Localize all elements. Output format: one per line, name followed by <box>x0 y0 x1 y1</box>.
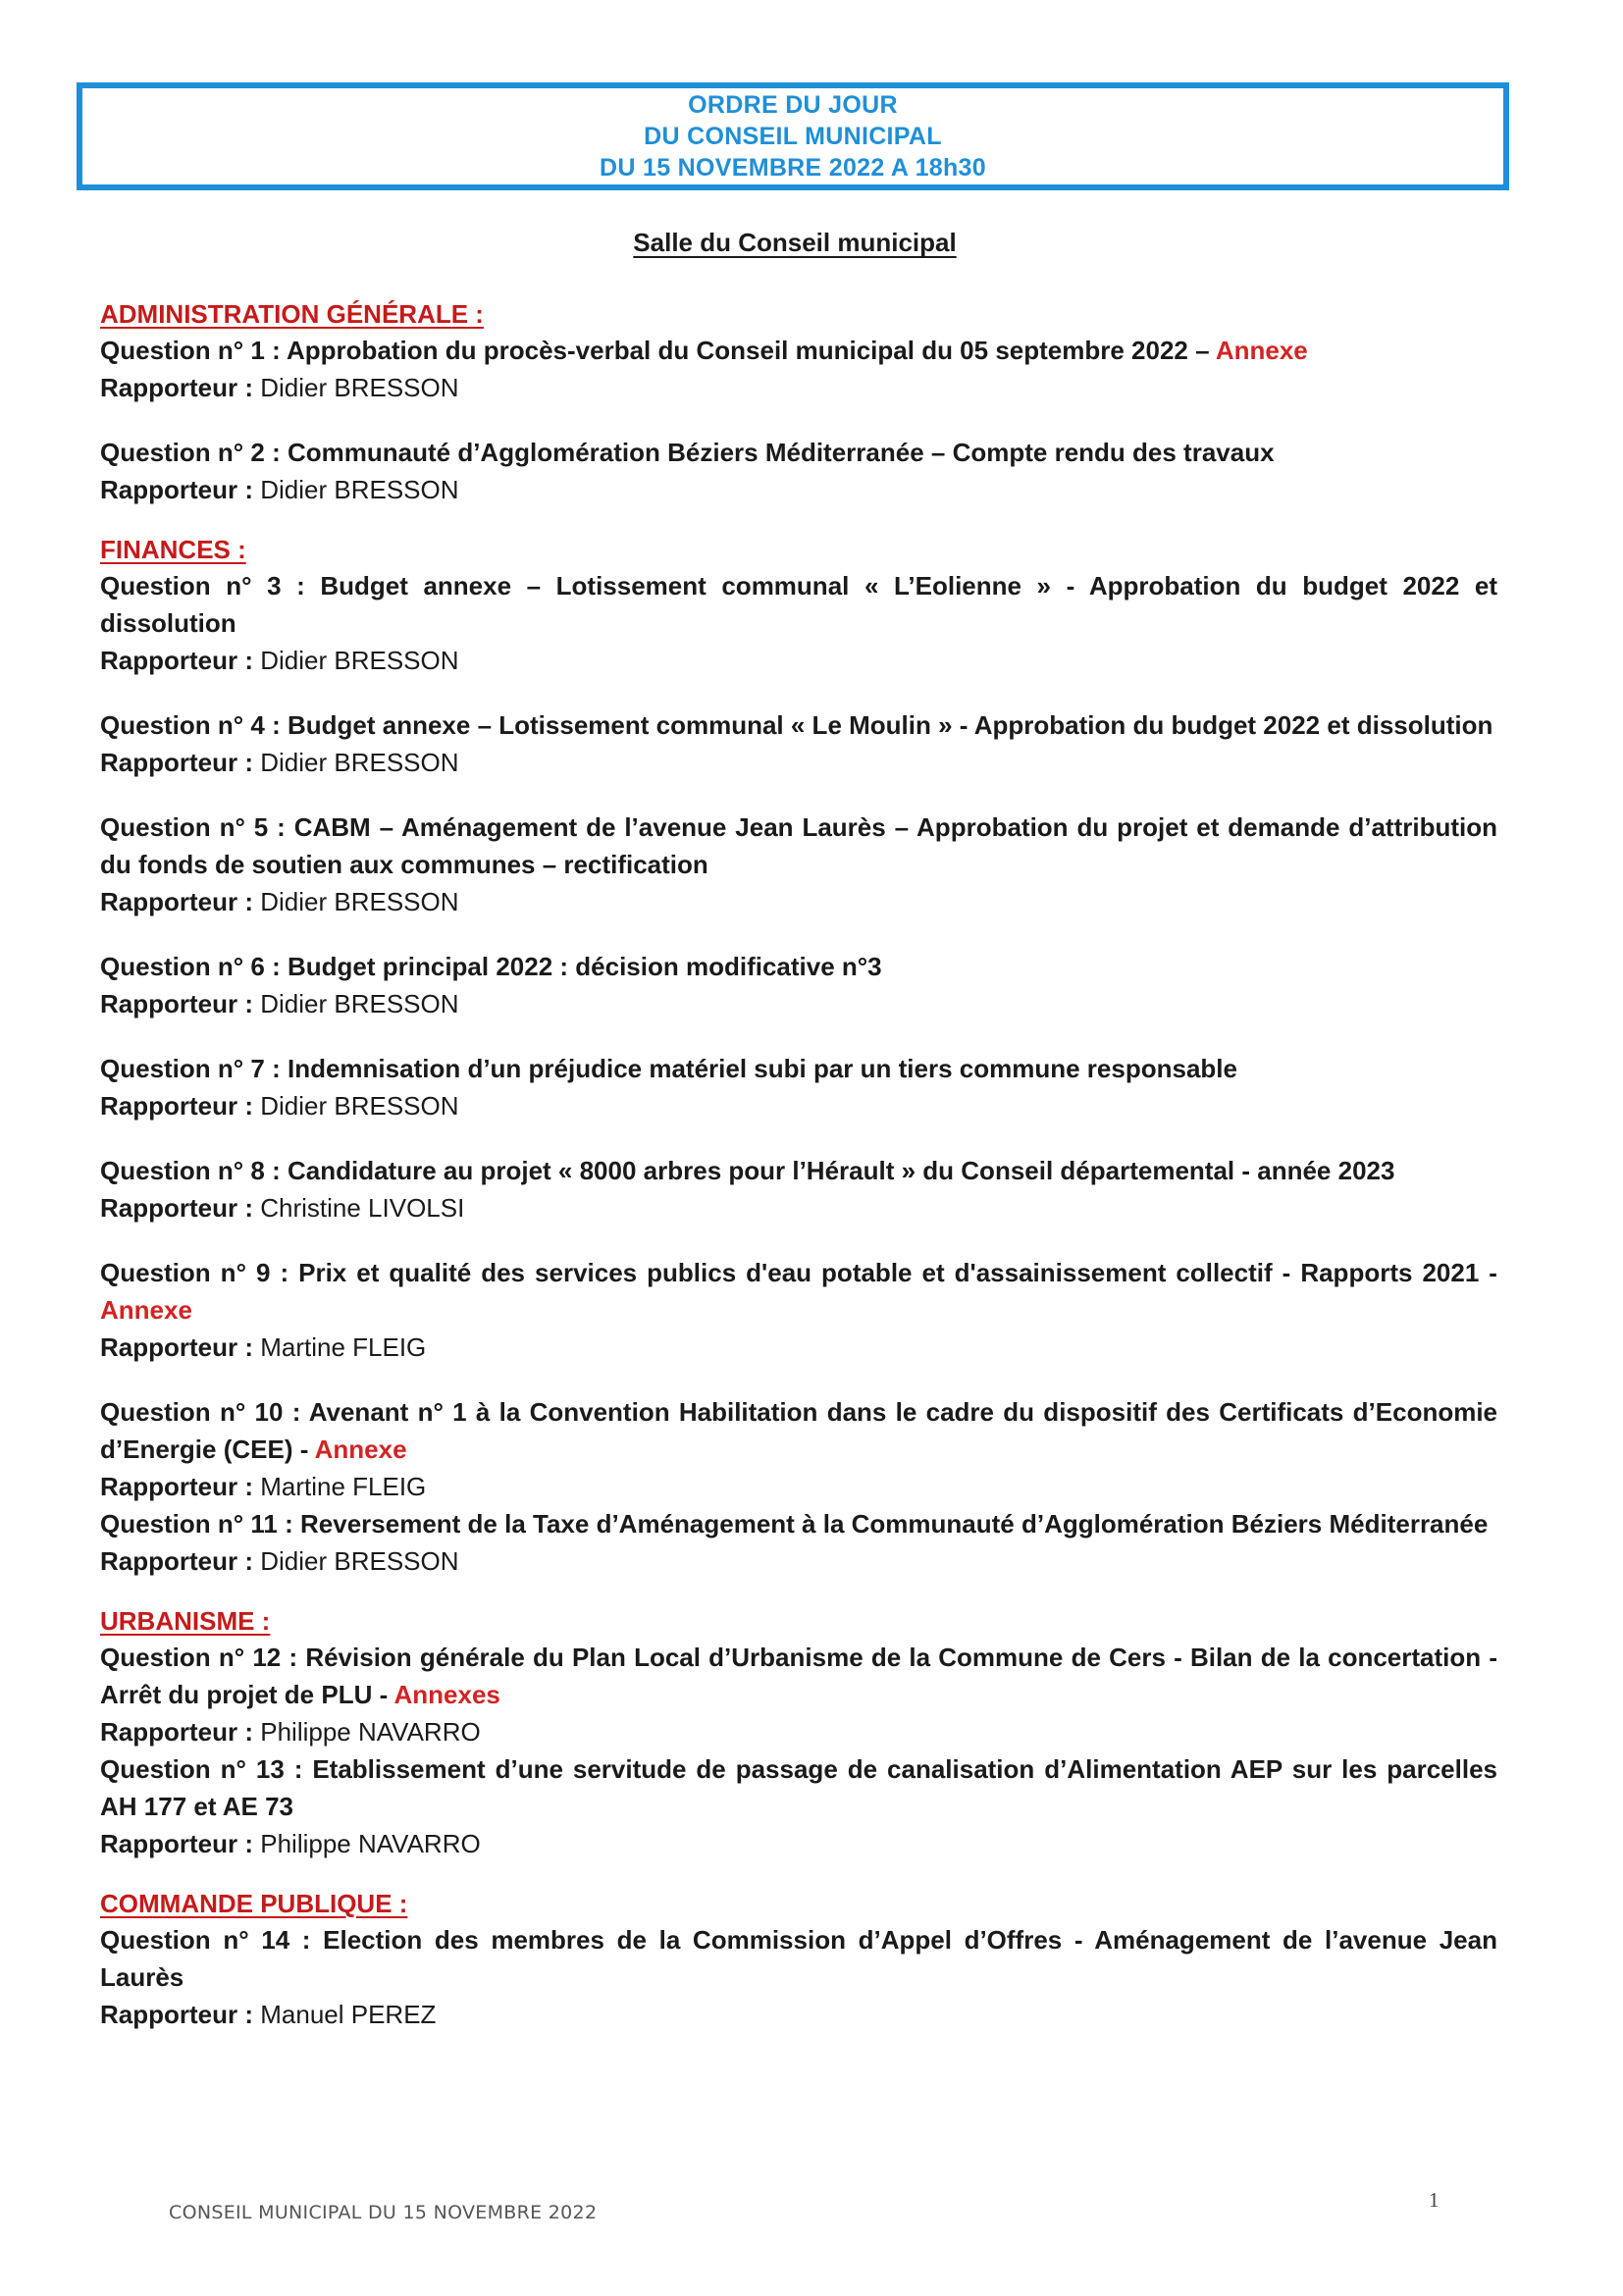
reporter-label: Rapporteur : <box>100 1091 253 1121</box>
reporter-name: Didier BRESSON <box>260 1091 459 1121</box>
reporter-name: Didier BRESSON <box>260 989 459 1018</box>
footer-text: CONSEIL MUNICIPAL DU 15 NOVEMBRE 2022 <box>169 2202 598 2223</box>
question-number: Question n° 10 : <box>100 1397 301 1427</box>
question-number: Question n° 14 : <box>100 1925 311 1955</box>
question-text <box>100 1505 1497 1542</box>
question-text <box>100 809 1497 883</box>
agenda-item <box>100 948 1497 1022</box>
header-subtitle: DU CONSEIL MUNICIPAL <box>644 123 942 150</box>
question-text <box>100 434 1497 471</box>
reporter-name: Martine FLEIG <box>260 1472 427 1501</box>
reporter-name: Didier BRESSON <box>260 646 459 675</box>
section-title: COMMANDE PUBLIQUE : <box>100 1889 408 1918</box>
reporter-name: Didier BRESSON <box>260 748 459 777</box>
question-number: Question n° 6 : <box>100 952 281 981</box>
reporter-label: Rapporteur : <box>100 989 253 1018</box>
agenda-item <box>100 1921 1497 2033</box>
section-title: ADMINISTRATION GÉNÉRALE : <box>100 299 484 329</box>
reporter-line <box>100 1996 1497 2033</box>
reporter-name: Philippe NAVARRO <box>260 1829 481 1858</box>
reporter-line <box>100 1189 1497 1226</box>
agenda-section <box>100 532 1497 1580</box>
reporter-line <box>100 985 1497 1022</box>
question-subject: Election des membres de la Commission d’Appel d’Offres - Aménagement de l’avenue Jean Laurès <box>100 1925 1497 1992</box>
reporter-line <box>100 1087 1497 1124</box>
reporter-name: Didier BRESSON <box>260 887 459 916</box>
question-number: Question n° 12 : <box>100 1643 298 1672</box>
question-text <box>100 1254 1497 1329</box>
question-number: Question n° 11 : <box>100 1509 293 1539</box>
question-text <box>100 332 1497 369</box>
agenda-item <box>100 434 1497 508</box>
venue-title: Salle du Conseil municipal <box>633 228 957 257</box>
reporter-label: Rapporteur : <box>100 373 253 402</box>
agenda-section <box>100 1603 1497 1862</box>
question-number: Question n° 8 : <box>100 1156 281 1185</box>
annex-label: Annexes <box>393 1680 500 1709</box>
header-box <box>77 82 1509 190</box>
reporter-line <box>100 1542 1497 1580</box>
agenda-item <box>100 1505 1497 1580</box>
reporter-line <box>100 744 1497 781</box>
page-number: 1 <box>1429 2188 1440 2212</box>
question-text <box>100 1152 1497 1189</box>
question-subject: Révision générale du Plan Local d’Urbanisme de la Commune de Cers - Bilan de la concertation - Arrêt du projet de PLU - <box>100 1643 1497 1709</box>
question-number: Question n° 5 : <box>100 812 286 842</box>
agenda-item <box>100 567 1497 679</box>
question-subject: Prix et qualité des services publics d'eau potable et d'assainissement collectif - Rapports 2021 - <box>298 1258 1497 1287</box>
reporter-label: Rapporteur : <box>100 2000 253 2029</box>
agenda-item <box>100 809 1497 920</box>
reporter-label: Rapporteur : <box>100 887 253 916</box>
question-number: Question n° 4 : <box>100 710 281 740</box>
question-number: Question n° 13 : <box>100 1754 303 1784</box>
section-title: URBANISME : <box>100 1606 271 1636</box>
reporter-line <box>100 883 1497 920</box>
question-text <box>100 567 1497 642</box>
question-subject: Budget annexe – Lotissement communal « L’Eolienne » - Approbation du budget 2022 et dissolution <box>100 571 1497 638</box>
agenda-item <box>100 332 1497 406</box>
reporter-label: Rapporteur : <box>100 1829 253 1858</box>
question-text <box>100 948 1497 985</box>
question-text <box>100 1050 1497 1087</box>
question-subject: Approbation du procès-verbal du Conseil municipal du 05 septembre 2022 – <box>287 336 1210 365</box>
reporter-label: Rapporteur : <box>100 1717 253 1747</box>
reporter-label: Rapporteur : <box>100 475 253 504</box>
reporter-name: Didier BRESSON <box>260 373 459 402</box>
question-number: Question n° 7 : <box>100 1054 281 1083</box>
reporter-name: Manuel PEREZ <box>260 2000 437 2029</box>
question-subject: Budget annexe – Lotissement communal « Le Moulin » - Approbation du budget 2022 et dissolution <box>287 710 1493 740</box>
reporter-line <box>100 642 1497 679</box>
question-number: Question n° 2 : <box>100 438 281 467</box>
question-text <box>100 1393 1497 1468</box>
question-number: Question n° 3 : <box>100 571 305 600</box>
question-subject: Indemnisation d’un préjudice matériel subi par un tiers commune responsable <box>287 1054 1237 1083</box>
question-subject: Candidature au projet « 8000 arbres pour l’Hérault » du Conseil départemental - année 2023 <box>287 1156 1395 1185</box>
header-title: ORDRE DU JOUR <box>688 91 898 119</box>
question-subject: Budget principal 2022 : décision modificative n°3 <box>287 952 882 981</box>
agenda-item <box>100 1750 1497 1862</box>
annex-label: Annexe <box>1215 336 1308 365</box>
question-subject: Communauté d’Agglomération Béziers Méditerranée – Compte rendu des travaux <box>287 438 1275 467</box>
question-text <box>100 1921 1497 1996</box>
agenda-section <box>100 1886 1497 2033</box>
reporter-name: Christine LIVOLSI <box>260 1193 465 1223</box>
agenda-section <box>100 296 1497 508</box>
reporter-line <box>100 1713 1497 1750</box>
question-text <box>100 1639 1497 1713</box>
annex-label: Annexe <box>100 1295 192 1325</box>
agenda-item <box>100 1639 1497 1750</box>
reporter-line <box>100 1329 1497 1366</box>
annex-label: Annexe <box>314 1435 407 1464</box>
question-number: Question n° 9 : <box>100 1258 289 1287</box>
agenda-item <box>100 1254 1497 1366</box>
reporter-label: Rapporteur : <box>100 1472 253 1501</box>
reporter-name: Didier BRESSON <box>260 475 459 504</box>
reporter-label: Rapporteur : <box>100 646 253 675</box>
reporter-label: Rapporteur : <box>100 1546 253 1576</box>
question-text <box>100 1750 1497 1825</box>
question-text <box>100 706 1497 744</box>
agenda-item <box>100 706 1497 781</box>
question-subject: Etablissement d’une servitude de passage de canalisation d’Alimentation AEP sur les parcelles AH 177 et AE 73 <box>100 1754 1497 1821</box>
reporter-line <box>100 1825 1497 1862</box>
reporter-label: Rapporteur : <box>100 1332 253 1362</box>
question-subject: Avenant n° 1 à la Convention Habilitation dans le cadre du dispositif des Certificats d’Economie d’Energie (CEE) - <box>100 1397 1498 1464</box>
question-number: Question n° 1 : <box>100 336 281 365</box>
reporter-label: Rapporteur : <box>100 748 253 777</box>
agenda-item <box>100 1393 1497 1505</box>
section-title: FINANCES : <box>100 535 246 564</box>
question-subject: Reversement de la Taxe d’Aménagement à la Communauté d’Agglomération Béziers Méditerranée <box>300 1509 1489 1539</box>
agenda-content <box>100 296 1497 2057</box>
reporter-line <box>100 369 1497 406</box>
reporter-name: Martine FLEIG <box>260 1332 427 1362</box>
agenda-item <box>100 1152 1497 1226</box>
reporter-line <box>100 471 1497 508</box>
reporter-name: Philippe NAVARRO <box>260 1717 481 1747</box>
question-subject: CABM – Aménagement de l’avenue Jean Laurès – Approbation du projet et demande d’attribution du fonds de soutien aux communes – rectification <box>100 812 1497 879</box>
reporter-line <box>100 1468 1497 1505</box>
reporter-label: Rapporteur : <box>100 1193 253 1223</box>
reporter-name: Didier BRESSON <box>260 1546 459 1576</box>
header-date: DU 15 NOVEMBRE 2022 A 18h30 <box>600 154 986 182</box>
agenda-item <box>100 1050 1497 1124</box>
